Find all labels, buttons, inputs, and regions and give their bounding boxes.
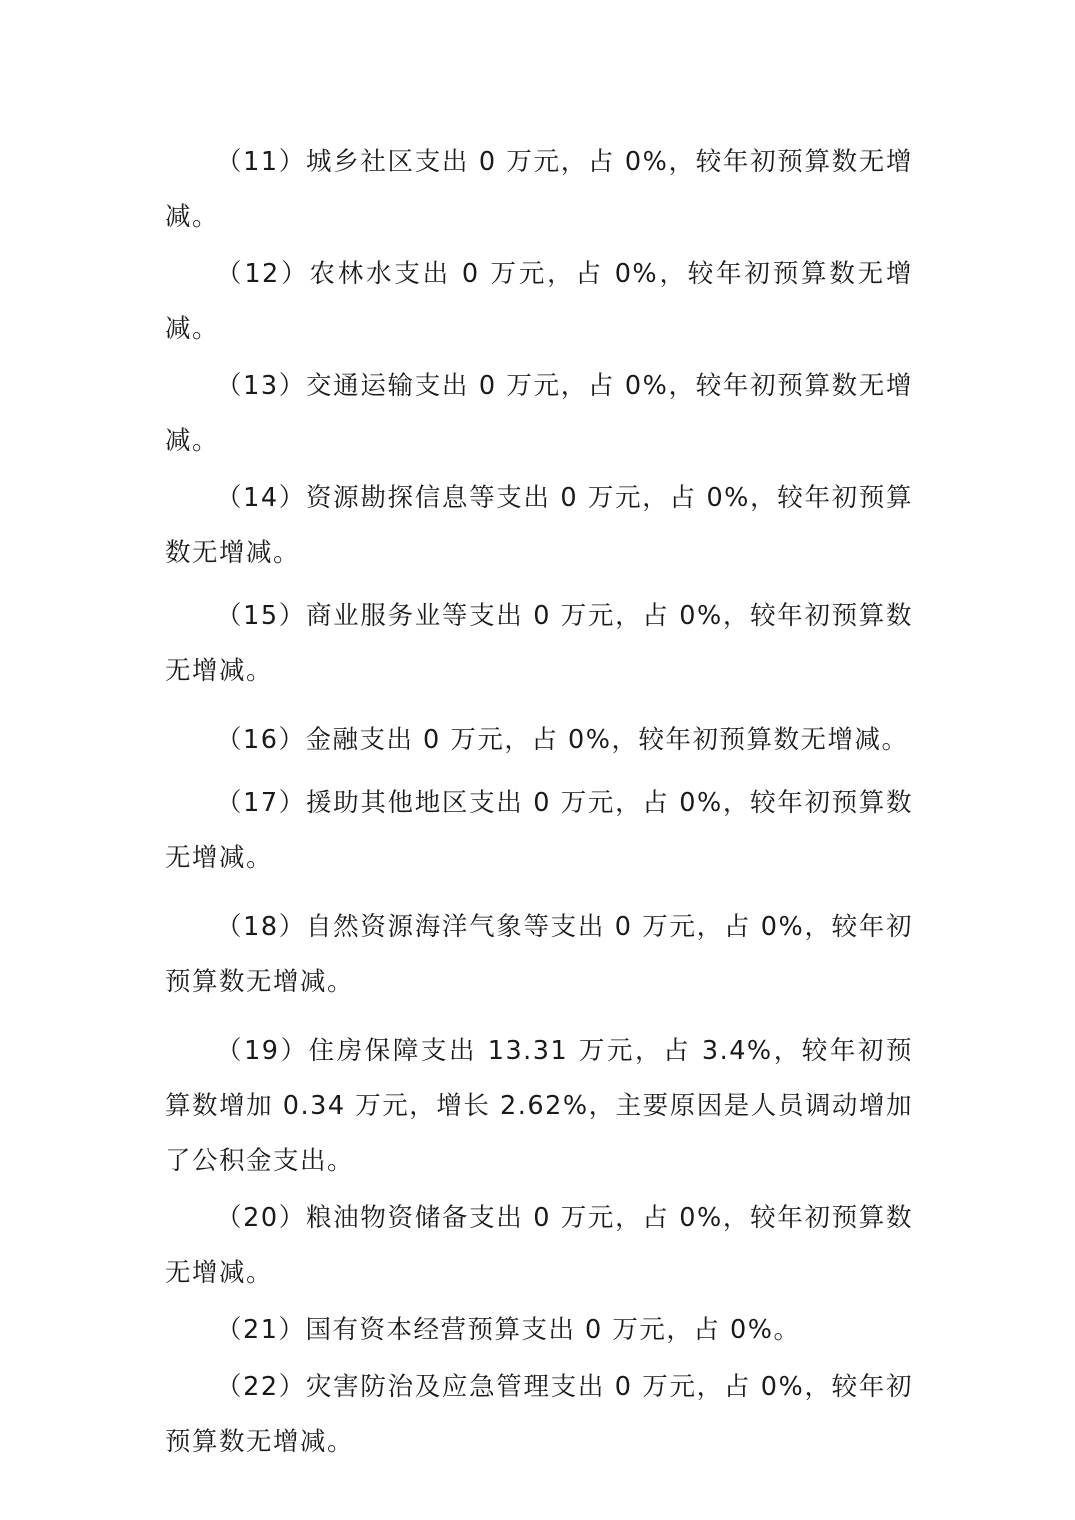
document-body bbox=[165, 135, 913, 1470]
paragraph-17: （17）援助其他地区支出 0 万元，占 0%，较年初预算数无增减。 bbox=[165, 788, 913, 873]
paragraph-13: （13）交通运输支出 0 万元，占 0%，较年初预算数无增减。 bbox=[165, 371, 913, 456]
paragraph-16: （16）金融支出 0 万元，占 0%，较年初预算数无增减。 bbox=[216, 725, 909, 755]
paragraph-15: （15）商业服务业等支出 0 万元，占 0%，较年初预算数无增减。 bbox=[165, 601, 913, 686]
paragraph-18: （18）自然资源海洋气象等支出 0 万元，占 0%，较年初预算数无增减。 bbox=[165, 912, 913, 997]
paragraph-20: （20）粮油物资储备支出 0 万元，占 0%，较年初预算数无增减。 bbox=[165, 1203, 913, 1288]
paragraph-11: （11）城乡社区支出 0 万元，占 0%，较年初预算数无增减。 bbox=[165, 147, 913, 232]
paragraph-14: （14）资源勘探信息等支出 0 万元，占 0%，较年初预算数无增减。 bbox=[165, 483, 913, 568]
paragraph-22: （22）灾害防治及应急管理支出 0 万元，占 0%，较年初预算数无增减。 bbox=[165, 1372, 913, 1457]
paragraph-21: （21）国有资本经营预算支出 0 万元，占 0%。 bbox=[216, 1315, 801, 1345]
paragraph-12: （12）农林水支出 0 万元，占 0%，较年初预算数无增减。 bbox=[165, 259, 913, 344]
paragraph-19: （19）住房保障支出 13.31 万元，占 3.4%，较年初预算数增加 0.34 万元，增长 2.62%，主要原因是人员调动增加了公积金支出。 bbox=[165, 1036, 913, 1176]
